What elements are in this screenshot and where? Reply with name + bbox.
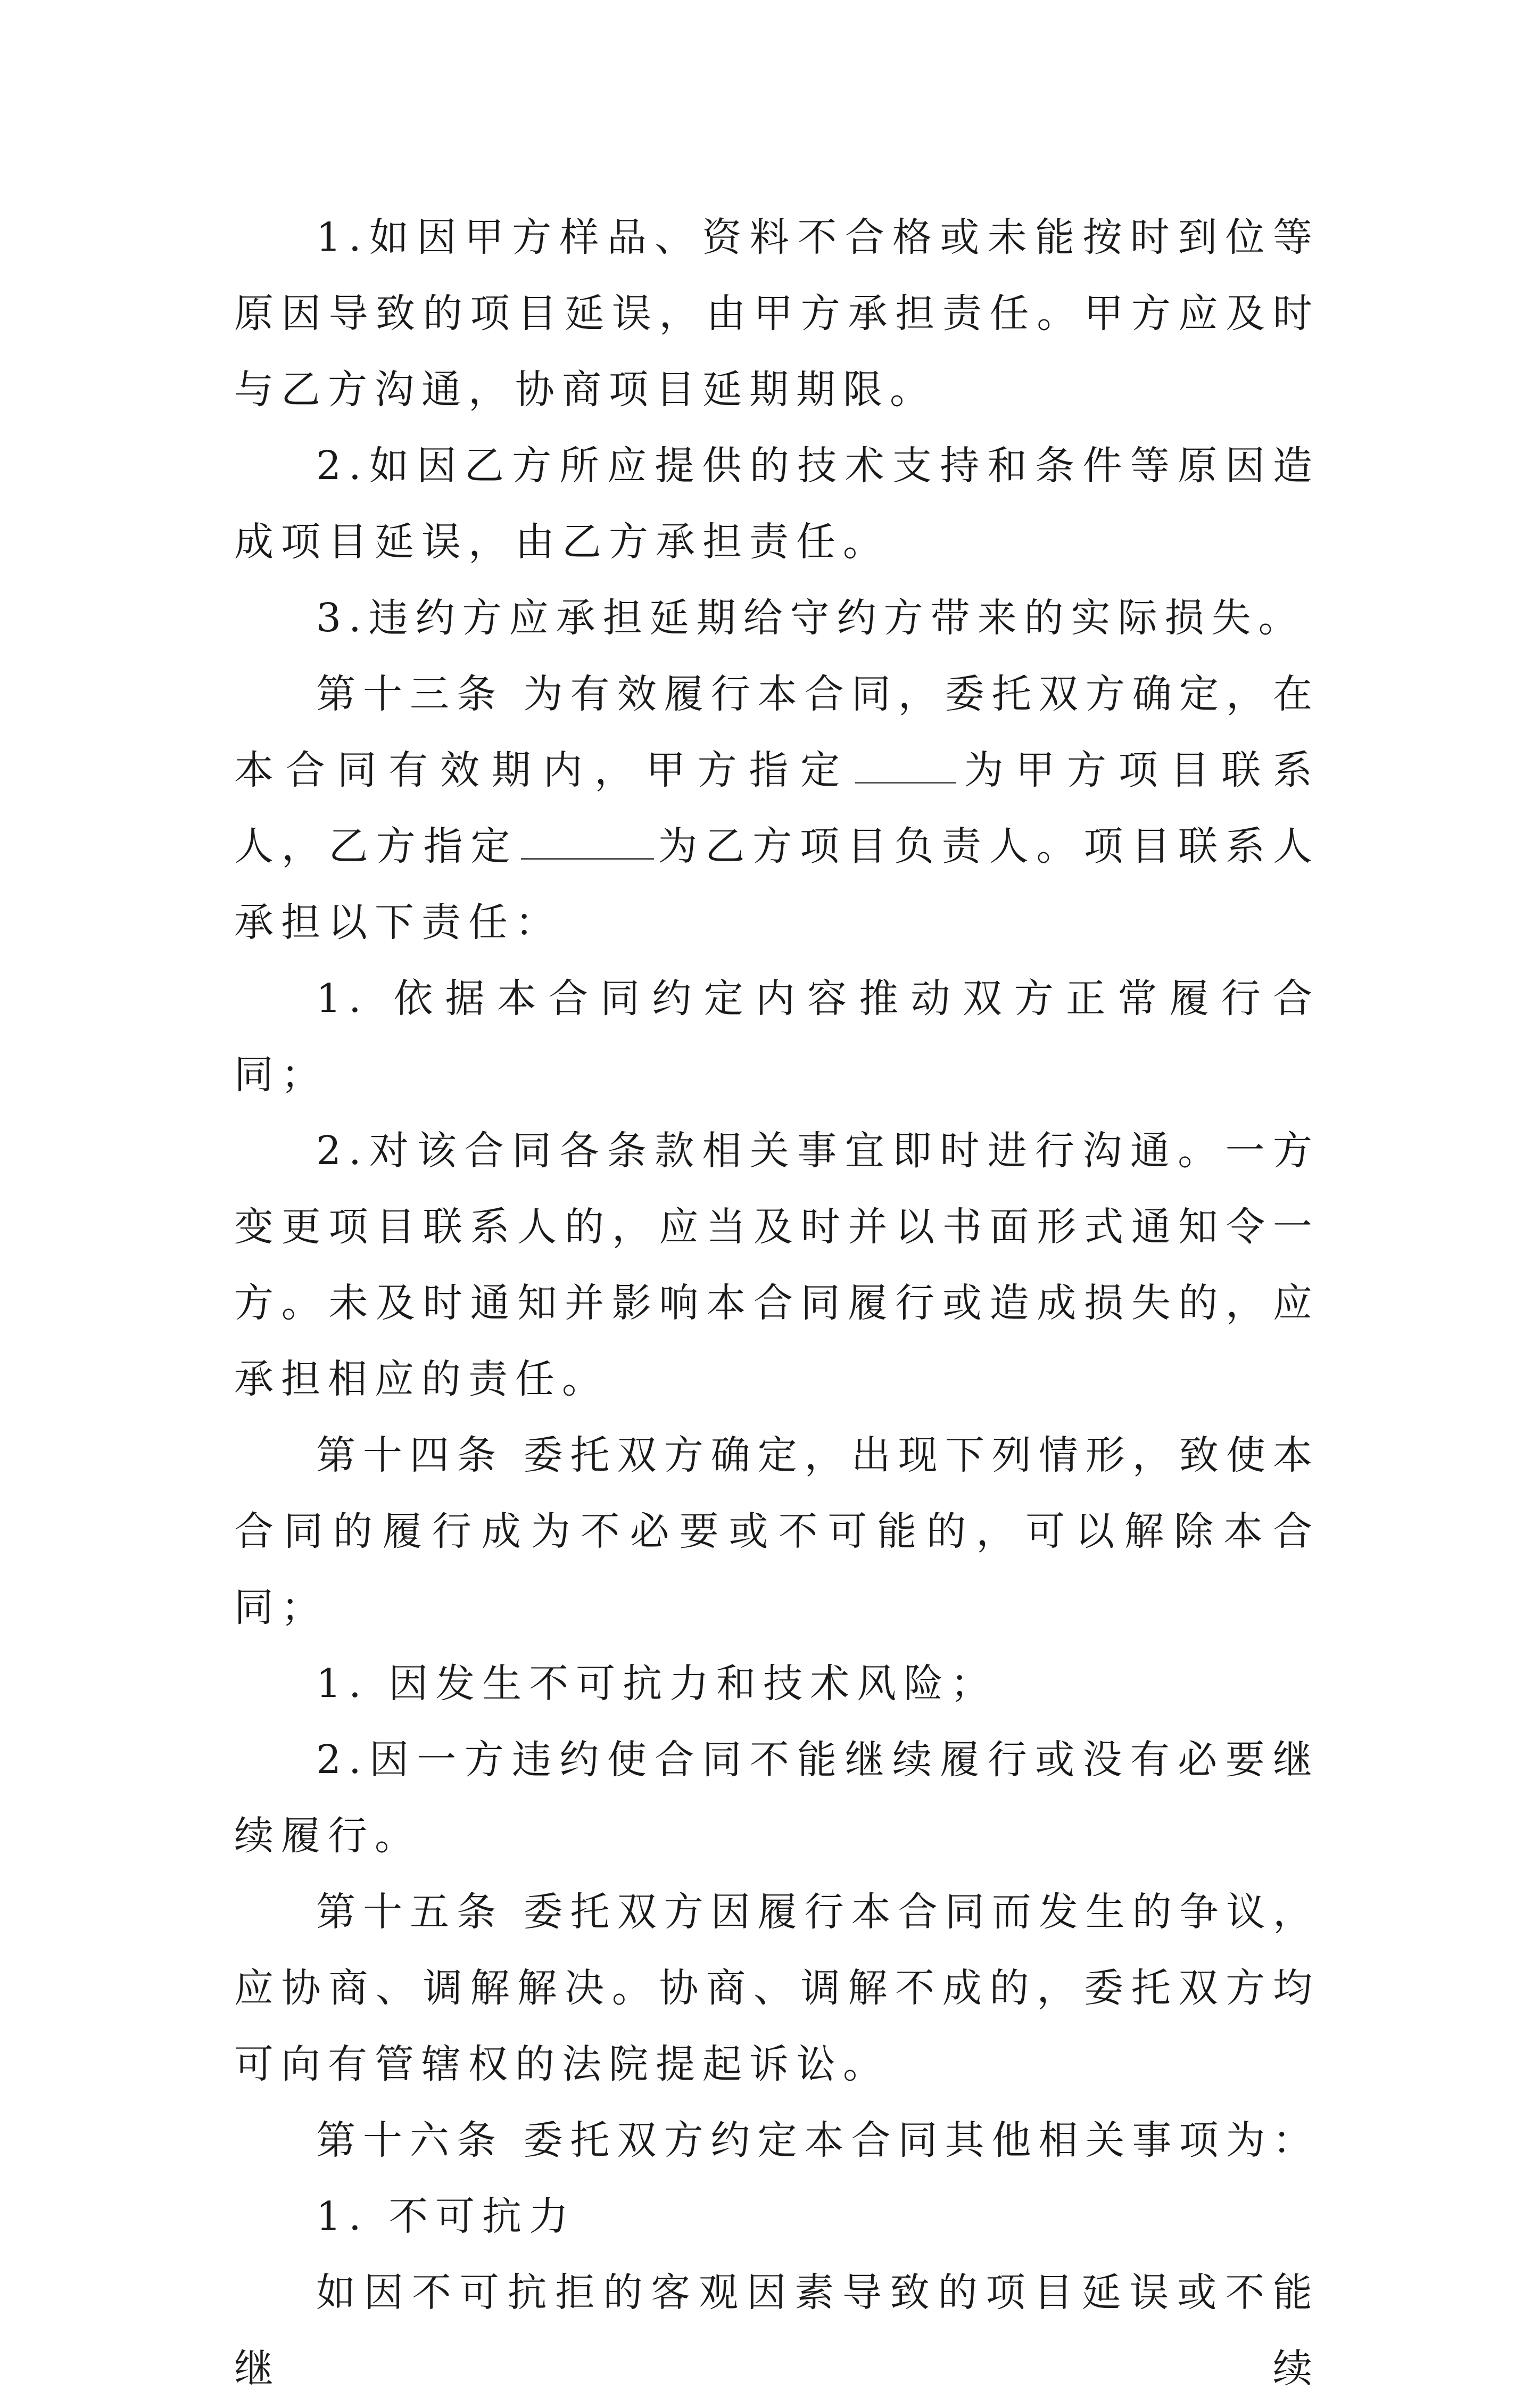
- article-15: 第十五条 委托双方因履行本合同而发生的争议，应协商、调解解决。协商、调解不成的，委托双方均可向有管辖权的法院提起诉讼。: [234, 1889, 1320, 2087]
- party-b-lead-blank: [521, 826, 654, 860]
- paragraph-delay-loss: 3.违约方应承担延期给守约方带来的实际损失。: [316, 595, 1305, 641]
- article-14-case-1: 1. 因发生不可抗力和技术风险；: [316, 1661, 998, 1707]
- paragraph-delay-party-a: 1.如因甲方样品、资料不合格或未能按时到位等原因导致的项目延误，由甲方承担责任。甲方应及时与乙方沟通，协商项目延期期限。: [234, 215, 1320, 413]
- article-13: [234, 656, 1320, 961]
- article-13-text-2: 为甲方项目联系人，乙方指定: [234, 747, 1320, 869]
- article-13-text-3: 为乙方项目负责人。项目联系人承担以下责任：: [234, 823, 1320, 945]
- force-majeure-text: 如因不可抗拒的客观因素导致的项目延误或不能继续: [234, 2270, 1320, 2392]
- article-13-duty-1: 1. 依据本合同约定内容推动双方正常履行合同；: [234, 976, 1320, 1098]
- paragraph-delay-party-b: 2.如因乙方所应提供的技术支持和条件等原因造成项目延误，由乙方承担责任。: [234, 443, 1320, 565]
- article-16-item-1: 1. 不可抗力: [316, 2194, 576, 2239]
- article-14: 第十四条 委托双方确定，出现下列情形，致使本合同的履行成为不必要或不可能的，可以解除本合同；: [234, 1432, 1320, 1630]
- article-14-case-2: 2.因一方违约使合同不能继续履行或没有必要继续履行。: [234, 1737, 1320, 1859]
- article-13-text-1: 第十三条 为有效履行本合同，委托双方确定，在本合同有效期内，甲方指定: [234, 671, 1320, 793]
- article-16: 第十六条 委托双方约定本合同其他相关事项为：: [316, 2117, 1320, 2163]
- party-a-contact-blank: [855, 750, 956, 784]
- contract-body: [234, 200, 1320, 2407]
- article-13-duty-2: 2.对该合同各条款相关事宜即时进行沟通。一方变更项目联系人的，应当及时并以书面形式通知令一方。未及时通知并影响本合同履行或造成损失的，应承担相应的责任。: [234, 1128, 1320, 1402]
